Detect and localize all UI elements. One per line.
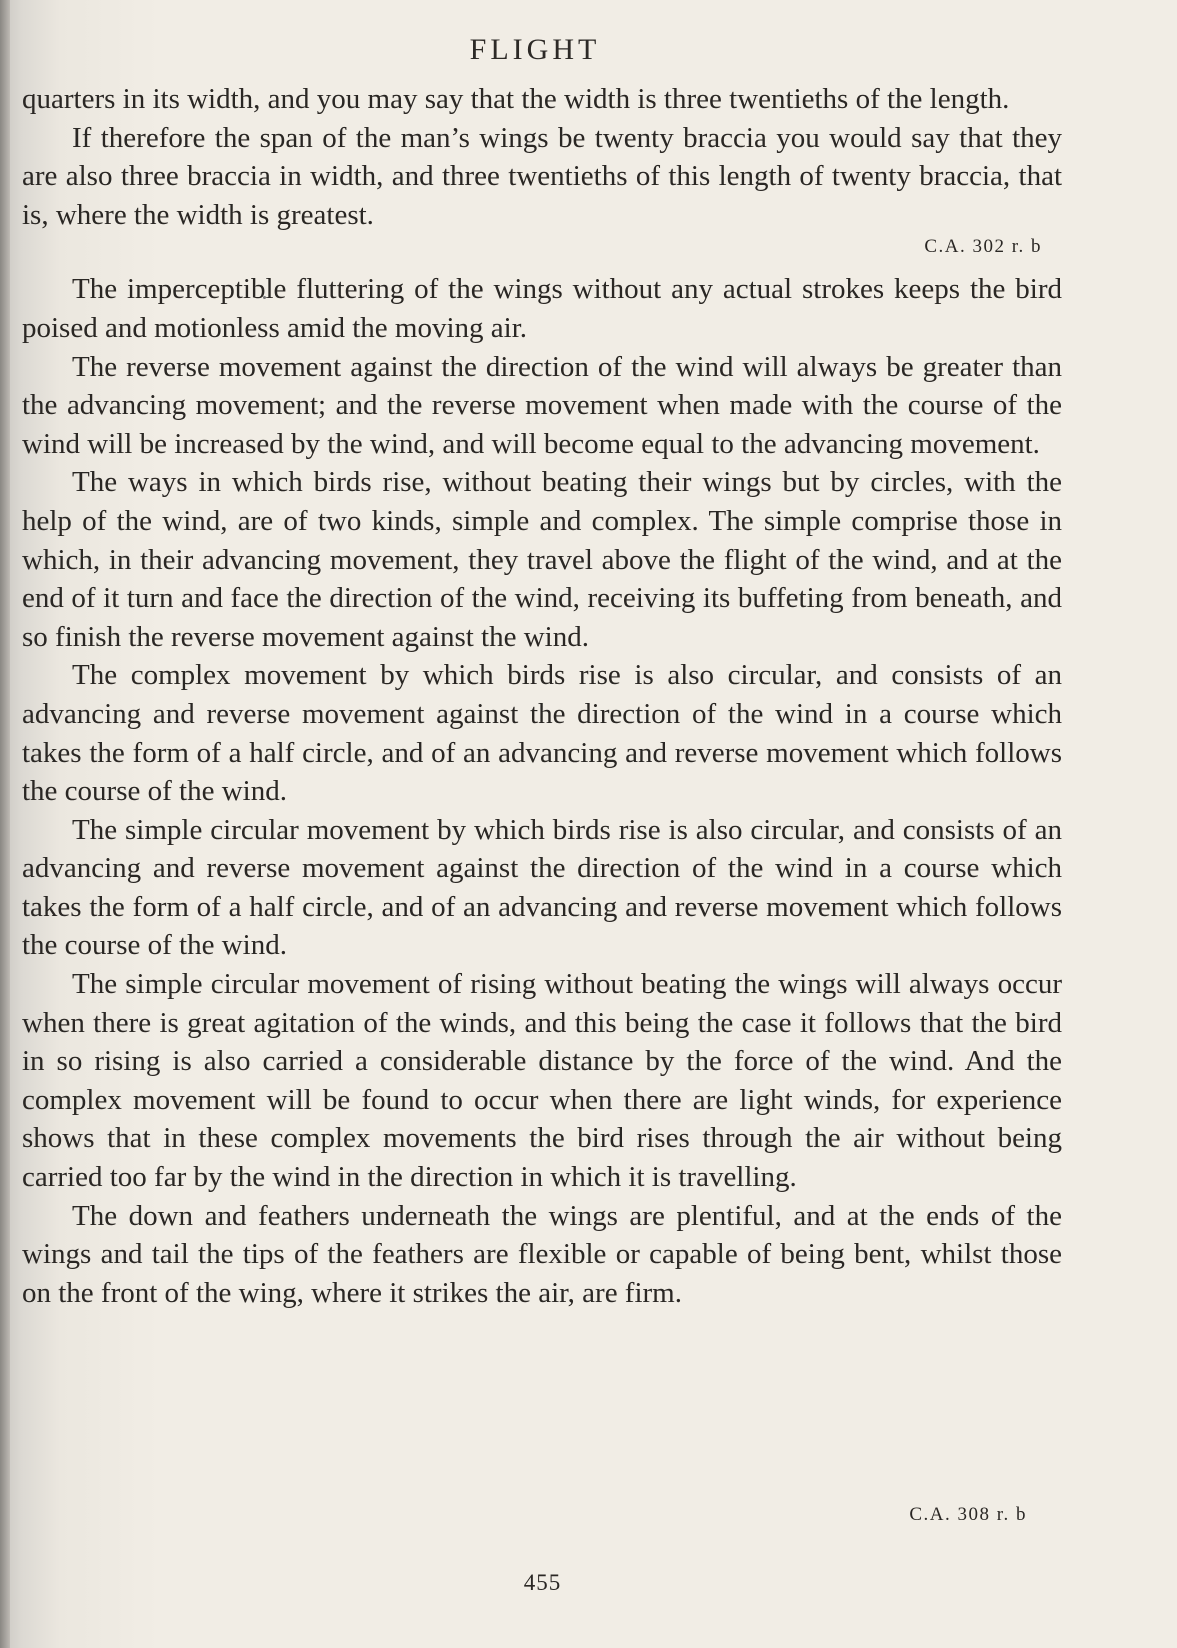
- paragraph-rising-without-beating: The simple circular movement of rising without beating the wings will always occur when there is great agitation of the winds, and this being the case it follows that the bird in so rising is also carried a considerable distance by the force of the wind. And the complex movement will be found to occur when there are light winds, for experience shows that in these complex movements the bird rises through the air without being carried too far by the wind in the direction in which it is travelling.: [22, 968, 1062, 1194]
- page-number: 455: [523, 1570, 562, 1595]
- paragraph-down-and-feathers: The down and feathers underneath the wings are plentiful, and at the ends of the wings and tail the tips of the feathers are flexible or capable of being bent, whilst those on the front of the wing, where it strikes the air, are firm.: [22, 1199, 1062, 1309]
- paragraph-reverse-movement: The reverse movement against the direction of the wind will always be greater than the advancing movement; and the reverse movement when made with the course of the wind will be increased by the wind, and will become equal to the advancing movement.: [22, 350, 1062, 460]
- running-head: FLIGHT: [469, 33, 601, 66]
- paragraph-wing-span: If therefore the span of the man’s wings be twenty braccia you would say that they are also three braccia in width, and three twentieths of this length of twenty braccia, that is, where the width is greatest.: [22, 121, 1062, 231]
- paragraph-complex-movement: The complex movement by which birds rise is also circular, and consists of an advancing and reverse movement against the direction of the wind in a course which takes the form of a half circle, and of an advancing and reverse movement which follows the course of the wind.: [22, 659, 1062, 808]
- paragraph-ways-birds-rise: The ways in which birds rise, without beating their wings but by circles, with the help of the wind, are of two kinds, simple and complex. The simple comprise those in which, in their advancing movement, they travel above the flight of the wind, and at the end of it turn and face the direction of the wind, receiving its buffeting from beneath, and so finish the reverse movement against the wind.: [22, 466, 1062, 653]
- citation-reference: C.A. 302 r. b: [924, 236, 1042, 258]
- citation-reference-final: C.A. 308 r. b: [909, 1504, 1027, 1525]
- paragraph-continuation: quarters in its width, and you may say that the width is three twentieths of the length.: [22, 83, 1010, 115]
- body-text: [22, 80, 1062, 1312]
- paragraph-fluttering: The imperceptible fluttering of the wings without any actual strokes keeps the bird poised and motionless amid the moving air.: [22, 273, 1062, 344]
- spine-shadow: [0, 0, 10, 1648]
- paragraph-simple-circular: The simple circular movement by which birds rise is also circular, and consists of an advancing and reverse movement against the direction of the wind in a course which takes the form of a half circle, and of an advancing and reverse movement which follows the course of the wind.: [22, 813, 1062, 962]
